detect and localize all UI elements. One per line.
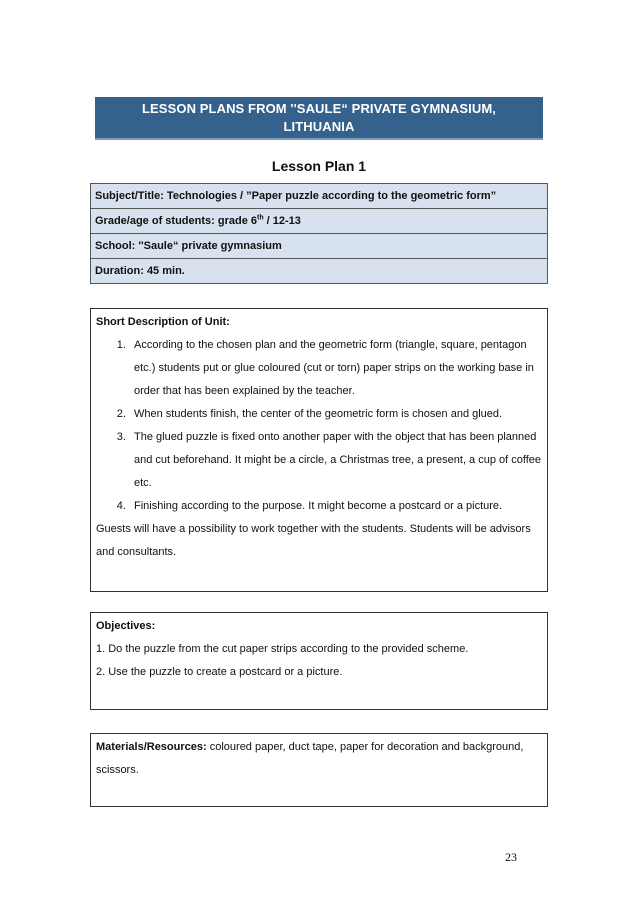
document-banner — [95, 97, 543, 140]
materials-heading: Materials/Resources: — [96, 741, 207, 753]
objectives-box — [90, 612, 548, 710]
duration-cell: Duration: 45 min. — [91, 259, 548, 284]
lesson-info-table — [90, 183, 548, 284]
objectives-heading: Objectives: — [96, 620, 156, 632]
grade-suffix: / 12-13 — [263, 214, 301, 227]
table-row — [91, 209, 548, 234]
materials-text — [96, 736, 542, 782]
materials-list: coloured paper, duct tape, paper for decoration and background, scissors. — [96, 741, 524, 776]
grade-superscript: th — [256, 213, 264, 221]
subject-cell: Subject/Title: Technologies / ”Paper puzzle according to the geometric form” — [91, 184, 548, 209]
description-box — [90, 308, 548, 592]
list-item: 4. Finishing according to the purpose. It might become a postcard or a picture. — [129, 495, 542, 518]
table-row — [91, 234, 548, 259]
list-item: 3. The glued puzzle is fixed onto another paper with the object that has been planned and cut beforehand. It might be a circle, a Christmas tree, a present, a cup of coffee etc. — [129, 426, 542, 495]
banner-title-line-1: LESSON PLANS FROM ''SAULE“ PRIVATE GYMNASIUM, — [142, 101, 496, 116]
lesson-title: Lesson Plan 1 — [271, 158, 367, 174]
description-list — [96, 334, 542, 518]
grade-prefix: Grade/age of students: grade 6 — [95, 214, 257, 227]
list-item: 2. When students finish, the center of the geometric form is chosen and glued. — [129, 403, 542, 426]
page-number: 23 — [505, 850, 517, 864]
description-note: Guests will have a possibility to work together with the students. Students will be advisors and consultants. — [96, 523, 531, 558]
objective-item: 1. Do the puzzle from the cut paper strips according to the provided scheme. — [96, 643, 469, 655]
grade-cell — [91, 209, 548, 234]
materials-box — [90, 733, 548, 807]
banner-title-line-2: LITHUANIA — [283, 119, 355, 134]
school-cell: School: ''Saule“ private gymnasium — [91, 234, 548, 259]
table-row — [91, 184, 548, 209]
table-row — [91, 259, 548, 284]
list-item: 1. According to the chosen plan and the geometric form (triangle, square, pentagon etc.) students put or glue coloured (cut or torn) paper strips on the working base in order that has been explained by the teacher. — [129, 334, 542, 403]
description-heading: Short Description of Unit: — [96, 316, 230, 328]
objective-item: 2. Use the puzzle to create a postcard or a picture. — [96, 666, 343, 678]
